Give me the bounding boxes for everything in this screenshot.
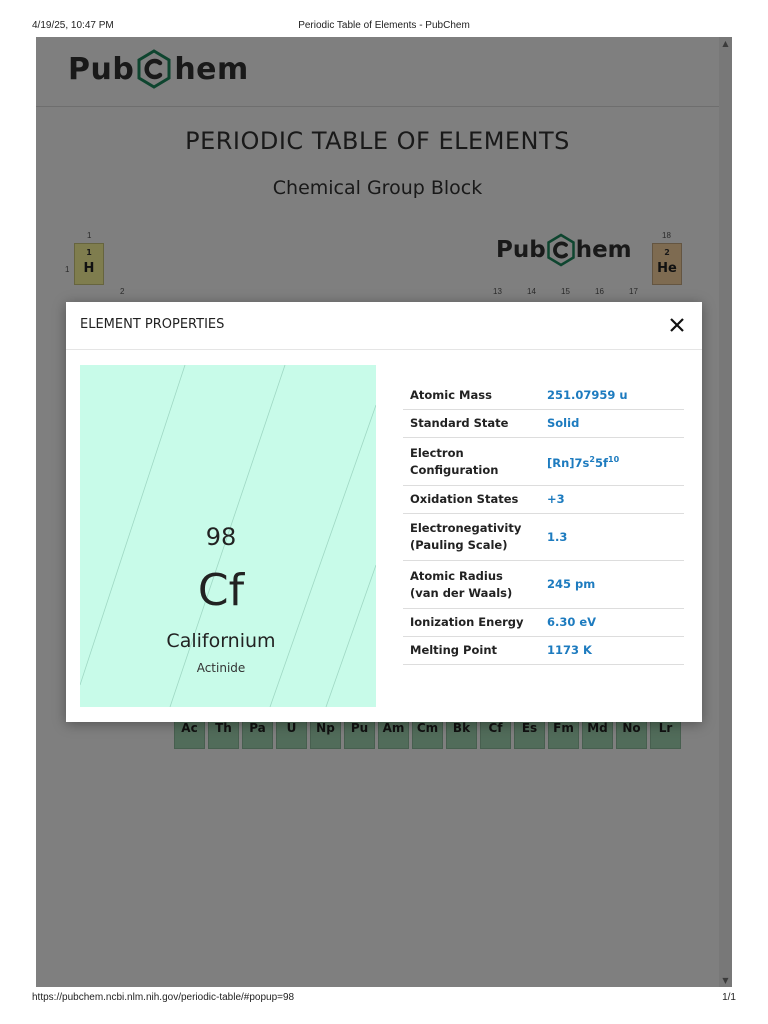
property-label (403, 441, 547, 483)
scrollbar-backdrop (719, 37, 732, 987)
config-sup: 2 (589, 455, 595, 465)
modal-title: ELEMENT PROPERTIES (80, 317, 225, 332)
property-value: 245 pm (547, 577, 596, 591)
element-properties-modal (66, 302, 702, 722)
property-label: Oxidation States (410, 492, 519, 506)
property-row (403, 561, 684, 609)
property-label: Atomic Mass (410, 388, 492, 402)
property-value (547, 447, 684, 476)
properties-table (403, 382, 684, 665)
property-row (403, 637, 684, 665)
property-label-line: (Pauling Scale) (410, 538, 508, 552)
element-tile (80, 365, 376, 707)
property-value: +3 (547, 492, 565, 506)
element-atomic-number: 98 (205, 523, 237, 551)
print-url: https://pubchem.ncbi.nlm.nih.gov/periodic-table/#popup=98 (32, 992, 295, 1003)
property-row (403, 514, 684, 561)
print-page-number: 1/1 (722, 992, 736, 1003)
property-label: Standard State (410, 416, 509, 430)
close-icon (669, 317, 685, 333)
config-mid: 5f (594, 455, 608, 470)
property-value: 251.07959 u (547, 388, 628, 402)
property-value: 6.30 eV (547, 615, 597, 629)
property-row (403, 438, 684, 486)
print-date: 4/19/25, 10:47 PM (32, 20, 114, 31)
property-label: Ionization Energy (410, 615, 524, 629)
element-category: Actinide (196, 661, 246, 675)
property-value: 1173 K (547, 643, 592, 657)
property-label-line: Atomic Radius (410, 568, 503, 583)
property-label-line: Electronegativity (410, 521, 522, 535)
property-row (403, 382, 684, 410)
property-row (403, 410, 684, 438)
element-name: Californium (166, 630, 276, 652)
print-footer (0, 992, 768, 1012)
property-value: 1.3 (547, 529, 568, 544)
property-label: Melting Point (410, 643, 498, 657)
print-header (0, 0, 768, 36)
config-sup: 10 (608, 455, 620, 465)
print-title: Periodic Table of Elements - PubChem (298, 20, 470, 31)
property-row (403, 609, 684, 637)
property-label-line: Electron (410, 445, 464, 460)
property-value: Solid (547, 416, 580, 430)
property-label-line: (van der Waals) (410, 585, 513, 600)
property-label (403, 516, 547, 558)
modal-header (66, 302, 702, 350)
config-base: [Rn]7s (547, 455, 590, 470)
element-symbol: Cf (197, 565, 245, 616)
property-row (403, 486, 684, 514)
close-button[interactable] (664, 312, 690, 338)
property-label (403, 564, 547, 606)
property-label-line: Configuration (410, 462, 499, 477)
